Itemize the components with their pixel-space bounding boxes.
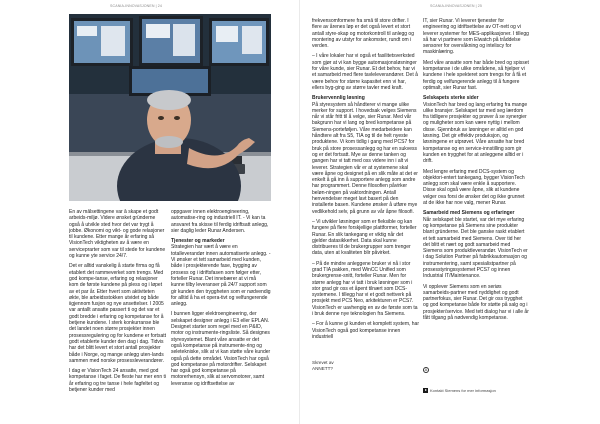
- arrow-box-icon: [423, 388, 428, 393]
- author-label: Skrevet av: [312, 360, 334, 365]
- subheading: Brukervennlig løsning: [312, 95, 365, 102]
- contact-link-label: Kontakt Siemens for mer informasjon: [430, 388, 496, 393]
- paragraph: oppgaver innen elektroengineering, automatise-ring og industriell IT. - Vi kan ta ansvaret fra skisse til ferdig idriftsatt anlegg, sier daglig leder Runar Andersen.: [171, 209, 269, 234]
- paragraph: Når selskapet ble startet, var det mye erfaring og kompetanse på Siemens sine produkter blant gründerne. Det ble ganske raskt etablert et tett samarbeid med Siemens. Over tid her det blitt et nært og godt samarbeid med Siemens som produktleverandør. VisionTech er i dag Solution Partner på fabrikkautomasjon og instrumentering, samt spesialistpartner på prosesstyringssystemet PCS7 og innen Industrial IT/Maintenance.: [423, 216, 528, 280]
- article-column-2: [171, 209, 271, 421]
- end-mark-icon: A: [424, 367, 428, 372]
- paragraph: – For å kunne gi kunden et komplett system, har VisionTech også god kompetanse innen industriell: [312, 321, 419, 340]
- engineer-at-control-room-image: [69, 14, 271, 201]
- paragraph: – På de mindre anleggene bruker vi nå i stor grad TIA pakken, med WinCC Unified som brukergrense-snitt, forteller Runar. Men for større anlegg har vi tatt i bruk løsninger som i stor grad gir oss et åpent tilnært som DCS-systemene. I tillegg har vi et godt nettverk på prosjekt med PCS Neo, arkitekturen er PCS7. VisionTech er uavhengig en av de første som ta i bruk denne nye teknologien fra Siemens.: [312, 260, 418, 318]
- article-column-3: [312, 18, 419, 354]
- paragraph: Det er alltid vanskelig å starte firma og få etablert det rammeverket som trengs. Med god kompe-tanse, erfaring og relasjoner kom de første kundene på pless og i løpet av et par år. Etter hvert som aktiviteten økte, ble arbeidsstokken utvidet og både iigjennom fusjon og nye ansettelser. I 2005 var antallt ansatte passert ti og det var et godt bredde i erfaring og kompetanse for å betjene kundene. I sterk konkurranse ble det landet noen større prosjekter innen prosessregulering og for kundene er fortsatt godt etablerte kunder den dag i dag. Tidvis har det blitt levert et stort antall prosjekter både i Norge, og mange anlegg uten-lands sammen med norske prosessleverandører.: [69, 263, 166, 364]
- folio-right: SCANIA-INNOVASJONEN | 25: [430, 4, 482, 8]
- paragraph: Med lengre erfaring med DCS-system og objektori-entert tankegang, bygger VisionTech anlegg som skal være enkle å supportere. Disse skal også være åpne, slik at kundene velger ova forsi de ønsker det og ikke grunnet at de ikke har noe valg, mener Runar.: [423, 168, 525, 207]
- paragraph: Vi opplever Siemens som en seriøs samarbeids-partner med nyddighet og godt partnerfokus, sier Runar. Det gir oss trygghet og god kompetanse både for støtte på salg og i prosjekter/service. Med tett dialog har vi i alle år fått tilgang på nødvendig kompetanse.: [423, 283, 529, 322]
- paragraph: I dag er VisionTech 24 ansatte, med god kompetanse i faget. De fleste har mer enn ti år erfaring og tre tanse i hele fagfeltet og betjener kunder med: [69, 368, 166, 394]
- paragraph: En av målsettingene var å skape et godt arbeids-miljø. Videre ønsket gründerne også å utvikle sted hvor det var trygt å jobbe. Økonomi og vikt- og gode relasjoner til kundene. Etter mange år erfaring så VisionTech viktigheten av å være en serviceprarter som var til stede for kundene og kunne yte service 24/7.: [69, 209, 166, 260]
- paragraph: På styresystem så håndterer vi mange ulike merker for support. I hovedsak velges Siemens når vi står fritt til å velge, sier Runar. Med vår bakgrunn har vi lang og bred kompetanse på Siemens-porteføljen. Våre medarbeidere kan håndtere alt fra S5, TIA og til de helt nyeste produktene. Vi kom tidlig i gang med PCS7 for bruk på store prosessanlegg og har en sukvess og er det fortsatt. Mye av denne tanken og gangen har vi tatt med oss videre inn i alt vi leverer. Strategien vår er at systemene skal være åpne og designet på en slik måte at det er enkelt å gå inn å supportere anlegg som andre har programmert. Denne filosofien påvirker beløn-ningen på vaktordningen. Antall henvendelser meget lavt basert på den installerte basen. Kundene ønsker å utføre mye vedlikehold selv, på grunn av vår åpne filosofi.: [312, 101, 418, 215]
- article-column-4: [423, 18, 529, 354]
- article-photo: [69, 14, 271, 201]
- paragraph: I bunnen ligger elektroengineering, der selskapet designer anlegg i E3 eller EPLAN. Designet starter som regel med en P&ID, motor og instrumente-ringsliste. Så designes styresystemet. Blant våre ansatte er det også kompetanse på instrumente-ring og seletekniske, slik at vi kan støtte våre kunder også på dette området. VisionTech har også god kompetanse på motordrifter. Selskapet har også god kompetanse på motorerhensyn, slik at servomotorer, samt leveranse og idriftsettelse av: [171, 311, 271, 387]
- paragraph: – Vi utvikler løsninger som er fleksible og kan fungere på flere forskjellige plattformer, forteller Runar. En slik tankegang er viktig når det gjelder datasikkerhet. Data skal kunne distribueres til de brukergrupper som trenger data, uten at kvaliteten blir påvirket.: [312, 218, 417, 257]
- paragraph: frekvensomformere fra små til store drifter. I flere av årenes løp er det også levert et stort antall styre-skap og motorkontroll til anlegg og montering av utstyr for ankomster, rundt om i verden.: [312, 18, 414, 50]
- article-column-1: [69, 209, 167, 421]
- author-credit: [312, 360, 334, 371]
- paragraph: Strategien har vært å være en totalleverandør innen automatiserte anlegg. - Vi ønsker et tett samarbeid med kunden, både i prosjekterende fase, bygging av prosess og i idriftsfasen som følger etter, forteller Runar. Det innebærer at vi må kunne tilby leveranser på 24/7 support som gir kunden den tryggheten som er nødvendig for alltid å ha et opera-tivt og velfungerende anlegg.: [171, 244, 271, 308]
- subheading: Samarbeid med Siemens og erfaringer: [423, 210, 515, 217]
- paragraph: VisionTech har bred og lang erfaring fra mange ulike bransjer. Selskapet tar med seg lærdom fra tidligere prosjekter og prøver å se synergier og muligheter som kan være nyttig i mellom disse. Gjennbruk av løsninger er alltid en god løsning. Det gir effektiv produksjon, og løsningene er utprøvet. Våre ansatte har bred kompetanse og en service-innstilling som gir kunden en trygghet for at anleggene alltid er i drift.: [423, 101, 528, 165]
- paragraph: Med våre ansatte som har både bred og spisset kompetanse i de ulike områdene, så hjelper vi kundene i hele spekteret som trengs for å få et ferdig og velfungerende anlegg til å fungere optimalt, sier Runar fast.: [423, 59, 529, 91]
- folio-left: SCANIA-INNOVASJONEN | 24: [110, 4, 162, 8]
- subheading: Tjenester og markeder: [171, 238, 225, 245]
- subheading: Selskapets sterke sider: [423, 95, 479, 102]
- paragraph: – I våre lokaler har vi også et fasilitetsverksted som gjør at vi kan bygge automasjonsløsninger for våre kunde, sier Runar. Et det behov, har vi et samarbeid med flere tavleleverandører. Det å være behov for større kapasitet enn vi har, ellers byg-ging av større tavler med kraft.: [312, 53, 418, 91]
- paragraph: IT, sier Runar. Vi leverer tjenester for engineering og idriftsettelse av OT-nett og vi leverer systemer for MES-applikasjoner. I tillegg så har vi partnere som Elwatch på tråddelse sensorer for overvåkning og inteliscy for maskinlæring.: [423, 18, 529, 56]
- contact-link[interactable]: [423, 388, 496, 393]
- author-name: ANNETT?: [312, 365, 333, 371]
